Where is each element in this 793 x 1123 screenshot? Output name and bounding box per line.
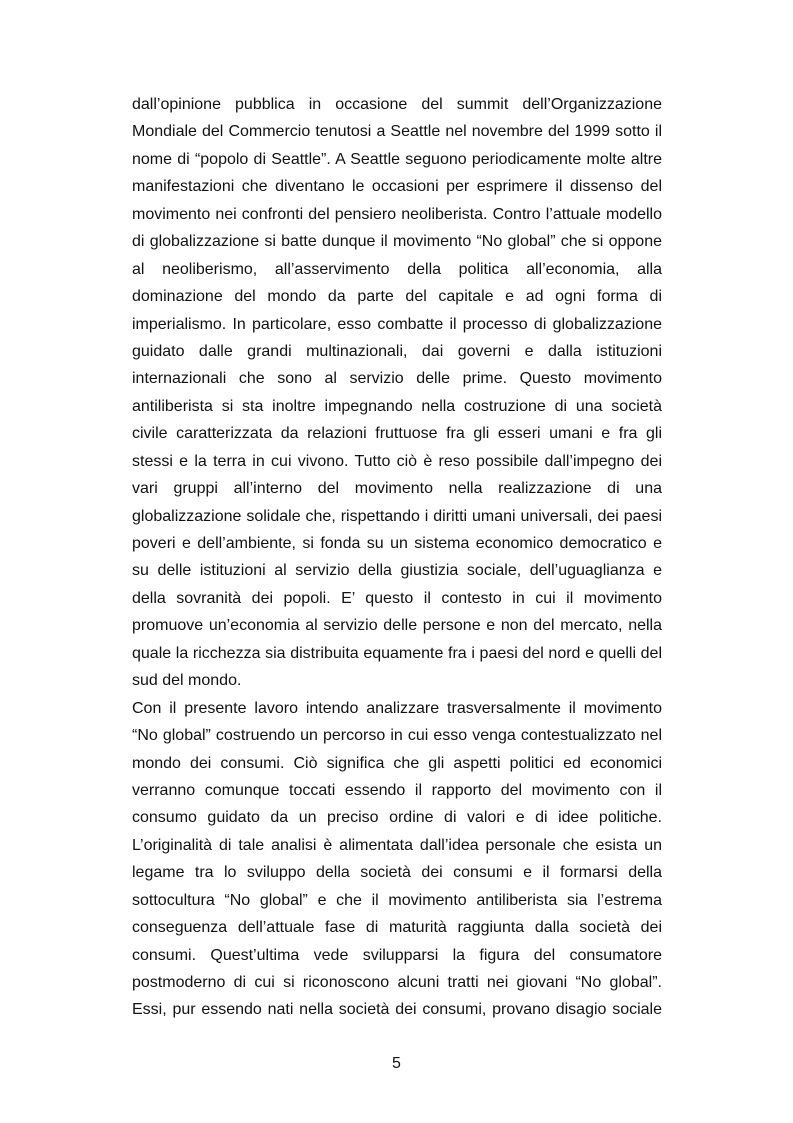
text-line: imperialismo. In particolare, esso combatte il processo di globalizzazione	[132, 315, 662, 333]
text-line: conseguenza dell’attuale fase di maturità raggiunta dalla società dei	[132, 919, 662, 937]
page-number: 5	[392, 1055, 401, 1072]
text-line: dominazione del mondo da parte del capitale e ad ogni forma di	[132, 288, 662, 306]
text-line: internazionali che sono al servizio delle prime. Questo movimento	[132, 370, 662, 388]
text-line: Con il presente lavoro intendo analizzare trasversalmente il movimento	[132, 699, 662, 717]
text-line: della sovranità dei popoli. E’ questo il contesto in cui il movimento	[132, 589, 662, 607]
text-line: quale la ricchezza sia distribuita equamente fra i paesi del nord e quelli del	[132, 644, 662, 662]
text-line: globalizzazione solidale che, rispettando i diritti umani universali, dei paesi	[132, 507, 662, 525]
text-line: Essi, pur essendo nati nella società dei consumi, provano disagio sociale	[132, 1001, 662, 1019]
text-line: stessi e la terra in cui vivono. Tutto ciò è reso possibile dall’impegno dei	[132, 452, 662, 470]
text-line: L’originalità di tale analisi è alimentata dall’idea personale che esista un	[132, 836, 662, 854]
text-line: promuove un’economia al servizio delle persone e non del mercato, nella	[132, 617, 662, 635]
text-line: manifestazioni che diventano le occasioni per esprimere il dissenso del	[132, 178, 662, 196]
text-line: civile caratterizzata da relazioni fruttuose fra gli esseri umani e fra gli	[132, 425, 662, 443]
text-line: “No global” costruendo un percorso in cui esso venga contestualizzato nel	[132, 727, 662, 745]
text-line: dall’opinione pubblica in occasione del summit dell’Organizzazione	[132, 96, 662, 113]
text-line: di globalizzazione si batte dunque il movimento “No global” che si oppone	[132, 233, 662, 251]
text-line: guidato dalle grandi multinazionali, dai governi e dalla istituzioni	[132, 342, 662, 360]
text-line: al neoliberismo, all’asservimento della politica all’economia, alla	[132, 260, 662, 278]
text-line: antiliberista si sta inoltre impegnando nella costruzione di una società	[132, 397, 662, 415]
text-line: postmoderno di cui si riconoscono alcuni tratti nei giovani “No global”.	[132, 974, 662, 991]
text-line: legame tra lo sviluppo della società dei consumi e il formarsi della	[132, 864, 662, 882]
text-line: consumo guidato da un preciso ordine di valori e di idee politiche.	[132, 809, 662, 827]
text-line: sud del mondo.	[132, 672, 242, 690]
text-line: poveri e dell’ambiente, si fonda su un sistema economico democratico e	[132, 535, 662, 552]
text-line: movimento nei confronti del pensiero neoliberista. Contro l’attuale modello	[132, 205, 662, 223]
text-line: nome di “popolo di Seattle”. A Seattle seguono periodicamente molte altre	[132, 150, 662, 168]
text-line: sottocultura “No global” e che il movimento antiliberista sia l’estrema	[132, 891, 662, 909]
body-text	[132, 91, 662, 1024]
text-line: verranno comunque toccati essendo il rapporto del movimento con il	[132, 781, 662, 799]
text-line: vari gruppi all’interno del movimento nella realizzazione di una	[132, 480, 662, 498]
text-line: mondo dei consumi. Ciò significa che gli aspetti politici ed economici	[132, 754, 662, 772]
text-line: consumi. Quest’ultima vede svilupparsi la figura del consumatore	[132, 946, 662, 964]
text-line: su delle istituzioni al servizio della giustizia sociale, dell’uguaglianza e	[132, 562, 662, 580]
text-line: Mondiale del Commercio tenutosi a Seattle nel novembre del 1999 sotto il	[132, 123, 662, 141]
